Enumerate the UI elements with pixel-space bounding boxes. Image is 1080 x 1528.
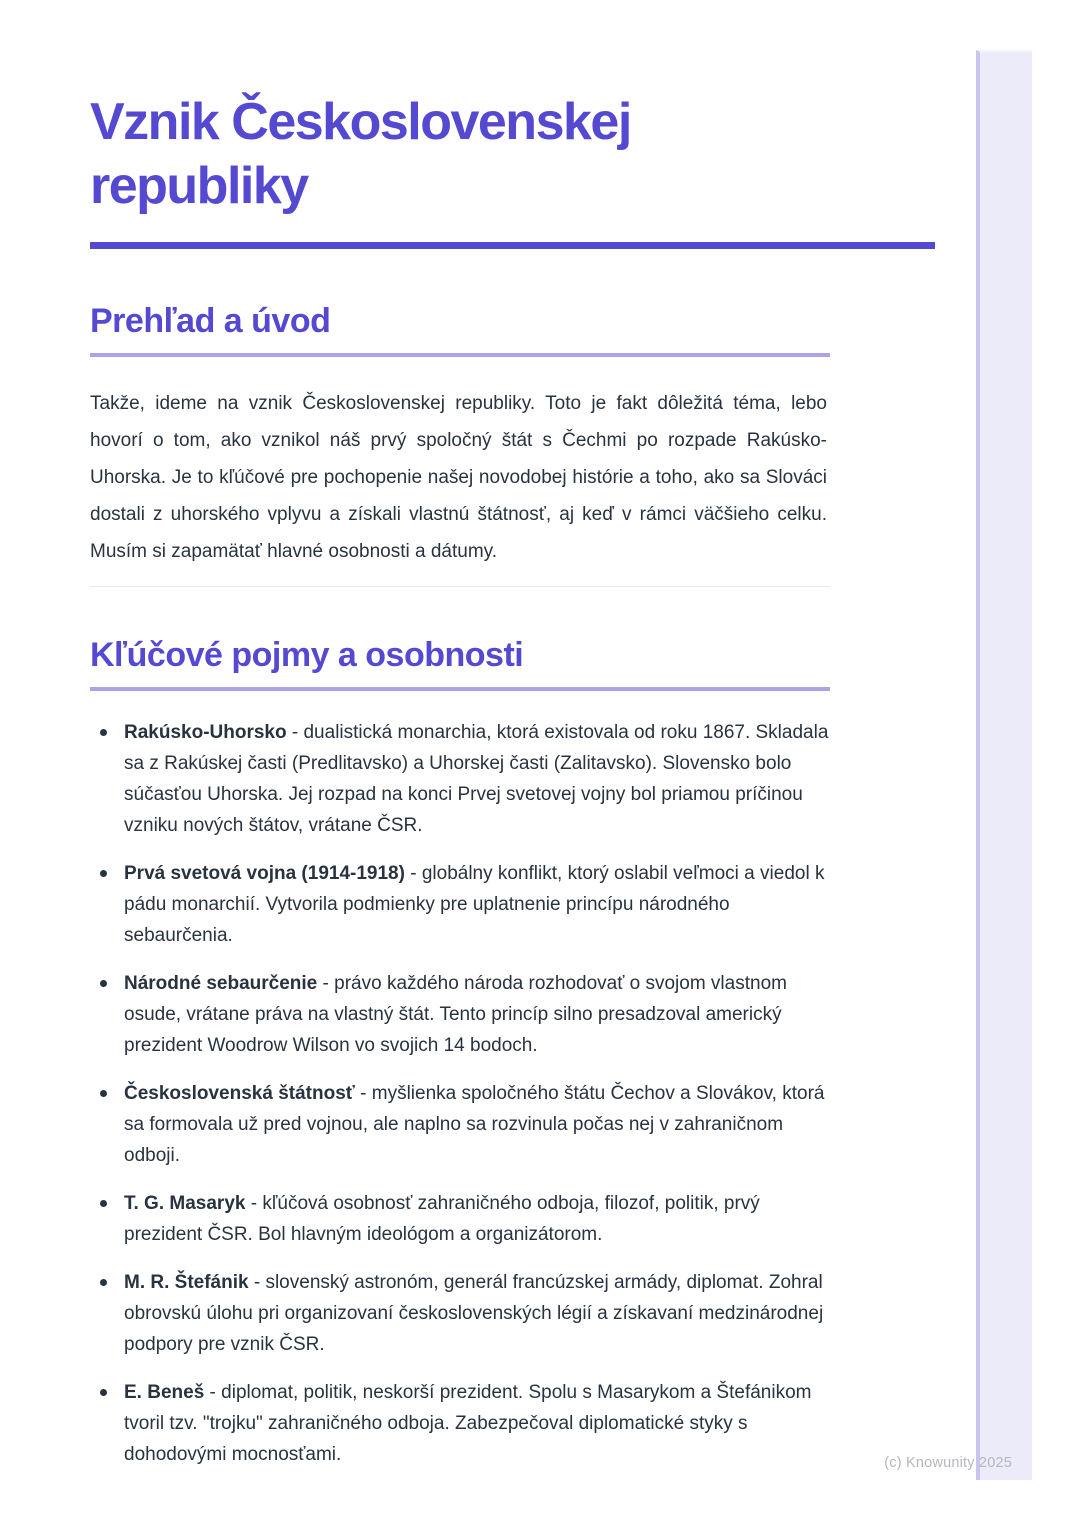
bullet-dot bbox=[100, 1090, 107, 1097]
list-item bbox=[90, 1377, 832, 1470]
term-label: Prvá svetová vojna (1914-1918) bbox=[124, 863, 405, 884]
list-item bbox=[90, 1188, 832, 1250]
bullet-dot bbox=[100, 870, 107, 877]
section-divider bbox=[90, 586, 830, 587]
term-list bbox=[90, 717, 832, 1470]
title-rule bbox=[90, 242, 935, 249]
term-label: E. Beneš bbox=[124, 1382, 205, 1403]
page-edge-strip bbox=[976, 50, 1032, 1480]
term-label: Rakúsko-Uhorsko bbox=[124, 722, 287, 743]
list-item bbox=[90, 1078, 832, 1171]
bullet-dot bbox=[100, 1279, 107, 1286]
intro-paragraph: Takže, ideme na vznik Československej republiky. Toto je fakt dôležitá téma, lebo hovorí o tom, ako vznikol náš prvý spoločný štát s Čechmi po rozpade Rakúsko-Uhorska. Je to kľúčové pre pochopenie našej novodobej histórie a toho, ako sa Slováci dostali z uhorského vplyvu a získali vlastnú štátnosť, aj keď v rámci väčšieho celku. Musím si zapamätať hlavné osobnosti a dátumy. bbox=[90, 393, 827, 562]
page-content bbox=[90, 0, 935, 1470]
section-key-terms bbox=[90, 633, 935, 1470]
list-item bbox=[90, 1267, 832, 1360]
section-heading-key-terms: Kľúčové pojmy a osobnosti bbox=[90, 636, 524, 674]
term-definition: - právo každého národa rozhodovať o svojom vlastnom osude, vrátane práva na vlastný štát. Tento princíp silno presadzoval americký prezident Woodrow Wilson vo svojich 14 bodoch. bbox=[124, 973, 787, 1056]
term-label: T. G. Masaryk bbox=[124, 1193, 246, 1214]
term-definition: - diplomat, politik, neskorší prezident. Spolu s Masarykom a Štefánikom tvoril tzv. "trojku" zahraničného odboja. Zabezpečoval diplomatické styky s dohodovými mocnosťami. bbox=[124, 1382, 812, 1465]
bullet-dot bbox=[100, 729, 107, 736]
list-item bbox=[90, 858, 832, 951]
term-definition: - myšlienka spoločného štátu Čechov a Slovákov, ktorá sa formovala už pred vojnou, ale naplno sa rozvinula počas nej v zahraničnom odboji. bbox=[124, 1083, 825, 1166]
heading-underline bbox=[90, 353, 830, 357]
bullet-dot bbox=[100, 1389, 107, 1396]
section-heading-overview: Prehľad a úvod bbox=[90, 302, 331, 340]
watermark: (c) Knowunity 2025 bbox=[884, 1455, 1012, 1471]
section-overview bbox=[90, 299, 935, 587]
term-label: M. R. Štefánik bbox=[124, 1272, 249, 1293]
term-label: Československá štátnosť bbox=[124, 1083, 355, 1104]
term-definition: - globálny konflikt, ktorý oslabil veľmoci a viedol k pádu monarchií. Vytvorila podmienky pre uplatnenie princípu národného sebaurčenia. bbox=[124, 863, 825, 946]
list-item bbox=[90, 717, 832, 841]
bullet-dot bbox=[100, 1200, 107, 1207]
bullet-dot bbox=[100, 980, 107, 987]
heading-underline bbox=[90, 687, 830, 691]
term-definition: - slovenský astronóm, generál francúzskej armády, diplomat. Zohral obrovskú úlohu pri organizovaní československých légií a získavaní medzinárodnej podpory pre vznik ČSR. bbox=[124, 1272, 824, 1355]
term-label: Národné sebaurčenie bbox=[124, 973, 318, 994]
page-title: Vznik Československej republiky bbox=[90, 93, 631, 215]
term-definition: - kľúčová osobnosť zahraničného odboja, filozof, politik, prvý prezident ČSR. Bol hlavným ideológom a organizátorom. bbox=[124, 1193, 760, 1245]
list-item bbox=[90, 968, 832, 1061]
term-definition: - dualistická monarchia, ktorá existovala od roku 1867. Skladala sa z Rakúskej časti (Predlitavsko) a Uhorskej časti (Zalitavsko). Slovensko bolo súčasťou Uhorska. Jej rozpad na konci Prvej svetovej vojny bol priamou príčinou vzniku nových štátov, vrátane ČSR. bbox=[124, 722, 829, 836]
